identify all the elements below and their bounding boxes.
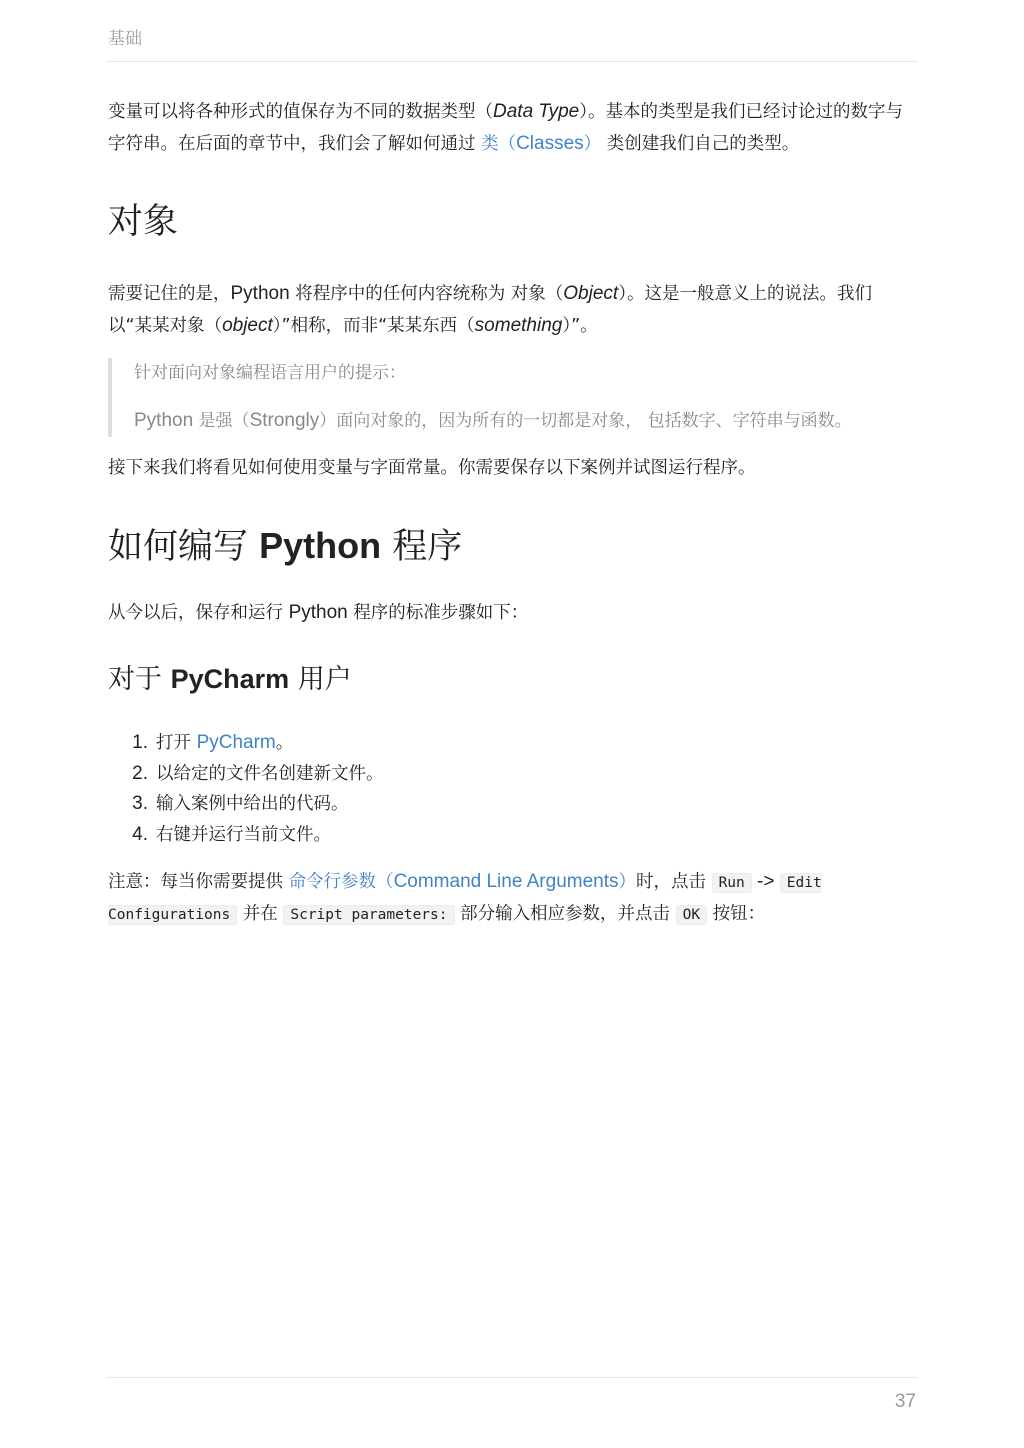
tip-title: 针对面向对象编程语言用户的提示： <box>134 363 406 383</box>
heading-text: Python <box>259 525 382 566</box>
text-run: Python <box>288 602 348 623</box>
heading-how-to-write <box>108 524 908 569</box>
link-text: 类（ <box>481 134 517 154</box>
text-run: Object <box>563 283 619 304</box>
text-run: 部分输入相应参数，并点击 <box>454 904 676 924</box>
text-run: ）”相称，而非“某某东西（ <box>272 316 475 336</box>
paragraph-next: 接下来我们将看见如何使用变量与字面常量。你需要保存以下案例并试图运行程序。 <box>108 458 756 478</box>
paragraph-objects <box>108 278 908 342</box>
link-text: Command Line Arguments <box>393 871 619 892</box>
link-text: ） <box>583 134 602 154</box>
list-number: 2. <box>132 762 148 784</box>
text-run: 类创建我们自己的类型。 <box>601 134 800 154</box>
text-run: ）”。 <box>562 316 598 336</box>
text-run: 并在 <box>237 904 284 924</box>
text-run: Python <box>134 410 194 431</box>
paragraph-note <box>108 866 908 931</box>
text-run: something <box>474 315 563 336</box>
text-run: ）。这是一般意义上的说法。我们以“某某对象（ <box>108 284 872 336</box>
code-ok: OK <box>676 905 707 925</box>
list-item <box>108 820 908 851</box>
paragraph-data-types <box>108 96 908 160</box>
text-run: 打开 <box>156 733 197 753</box>
pycharm-steps-list <box>108 728 908 850</box>
text-run: 需要记住的是， <box>108 284 231 304</box>
page-content <box>108 96 908 931</box>
command-line-arguments-link[interactable] <box>289 872 636 892</box>
text-run: -> <box>751 871 780 892</box>
heading-text: PyCharm <box>170 664 290 694</box>
text-run: 变量可以将各种形式的值保存为不同的数据类型（ <box>108 102 493 122</box>
page-number: 37 <box>894 1391 916 1412</box>
heading-text: 程序 <box>381 527 463 567</box>
text-run: 时，点击 <box>636 872 712 892</box>
text-run: 注意：每当你需要提供 <box>108 872 289 892</box>
text-run: 将程序中的任何内容统称为 对象（ <box>289 284 564 304</box>
heading-text: 对于 <box>108 664 171 695</box>
text-run: object <box>222 315 273 336</box>
tip-body <box>134 405 908 437</box>
list-number: 3. <box>132 793 148 814</box>
link-text: 命令行参数（ <box>288 872 394 892</box>
text-run: 按钮： <box>707 904 766 924</box>
text-run: 从今以后，保存和运行 <box>108 603 289 623</box>
heading-text: 用户 <box>289 664 352 695</box>
list-number: 1. <box>132 732 148 753</box>
text-run: ）面向对象的，因为所有的一切都是对象， 包括数字、字符串与函数。 <box>319 411 852 431</box>
code-script-parameters: Script parameters: <box>283 905 454 925</box>
code-edit-configurations: Edit Configurations <box>108 875 822 923</box>
heading-pycharm-users <box>108 661 908 698</box>
header-divider <box>106 61 918 62</box>
list-item <box>108 759 908 790</box>
oop-tip-blockquote <box>108 358 908 437</box>
list-item <box>108 728 908 759</box>
link-text: Classes <box>516 133 584 154</box>
running-header: 基础 <box>108 29 142 49</box>
text-run: Data Type <box>493 101 580 122</box>
list-text: 以给定的文件名创建新文件。 <box>156 763 384 784</box>
text-run: 是强（ <box>193 411 250 431</box>
list-text: 输入案例中给出的代码。 <box>156 794 349 814</box>
list-item <box>108 789 908 820</box>
link-text: ） <box>618 872 637 892</box>
text-run: ）。基本的类型是我们已经讨论过的数字与字符串。在后面的章节中，我们会了解如何通过 <box>108 102 903 154</box>
pycharm-link[interactable]: PyCharm <box>196 732 276 753</box>
list-text: 右键并运行当前文件。 <box>156 824 331 845</box>
text-run: Strongly <box>249 410 320 431</box>
code-run: Run <box>712 873 752 893</box>
text-run: 程序的标准步骤如下： <box>347 603 529 623</box>
text-run: 。 <box>275 733 294 753</box>
heading-text: 如何编写 <box>108 527 260 567</box>
text-run: Python <box>230 283 290 304</box>
list-number: 4. <box>132 823 148 845</box>
heading-objects: 对象 <box>108 202 179 242</box>
classes-link[interactable] <box>481 134 601 154</box>
paragraph-steps-intro <box>108 597 908 629</box>
list-text <box>148 728 293 759</box>
footer-divider <box>106 1377 918 1378</box>
